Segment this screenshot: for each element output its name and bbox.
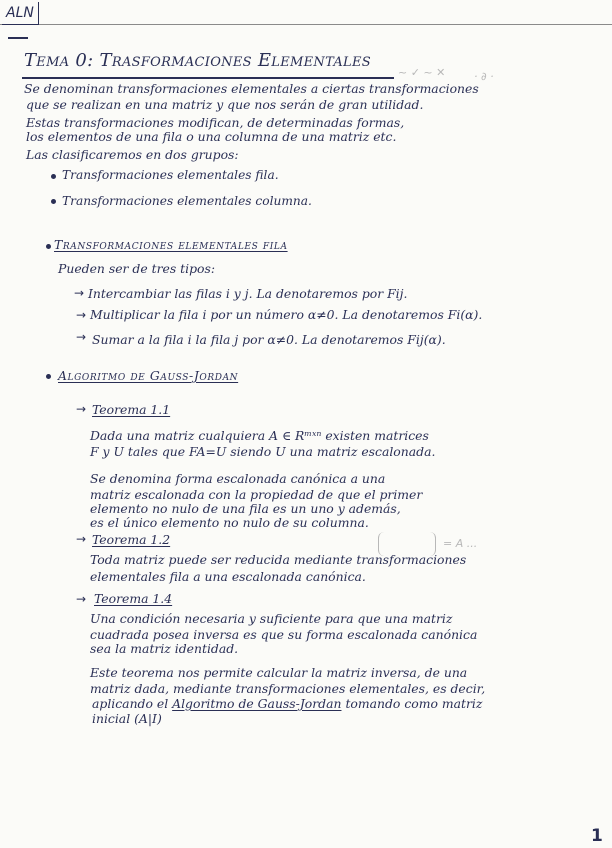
teorema-1-4-line-2: cuadrada posea inversa es que su forma escalonada canónica bbox=[90, 627, 478, 642]
fila-item-multiplicar: Multiplicar la fila i por un número α≠0. La denotaremos Fi(α). bbox=[90, 307, 483, 322]
title-dash bbox=[8, 37, 28, 39]
teorema-1-4-line-1: Una condición necesaria y suficiente para que una matriz bbox=[90, 611, 453, 626]
teorema-1-1-line-1: Dada una matriz cualquiera A ∈ Rᵐˣⁿ existen matrices bbox=[90, 428, 429, 443]
arrow-right-icon: → bbox=[76, 330, 87, 344]
definition-line-3: elemento no nulo de una fila es un uno y además, bbox=[90, 501, 401, 516]
teorema-1-1-line-2: F y U tales que FA=U siendo U una matriz escalonada. bbox=[90, 444, 436, 459]
arrow-right-icon: → bbox=[74, 286, 85, 300]
header-line bbox=[0, 24, 612, 25]
pencil-scribble-3: = A ... bbox=[443, 537, 478, 550]
course-label: ALN bbox=[2, 2, 39, 25]
definition-line-1: Se denomina forma escalonada canónica a una bbox=[90, 471, 386, 486]
teorema-1-4-para-1: Este teorema nos permite calcular la matriz inversa, de una bbox=[90, 665, 468, 680]
section-heading-fila: Transformaciones elementales fila bbox=[54, 237, 288, 252]
page-number: 1 bbox=[591, 826, 603, 846]
para-3-pre: aplicando el bbox=[92, 696, 169, 711]
teorema-1-2-line-2: elementales fila a una escalonada canónica. bbox=[90, 569, 366, 584]
arrow-right-icon: → bbox=[76, 592, 87, 606]
teorema-1-4-line-3: sea la matriz identidad. bbox=[90, 641, 239, 656]
intro-line-1: Se denominan transformaciones elementales a ciertas transformaciones bbox=[24, 81, 479, 96]
teorema-1-4-para-3 bbox=[92, 697, 482, 711]
section-heading-gauss: Algoritmo de Gauss-Jordan bbox=[58, 368, 239, 383]
pencil-scribble-1: ~ ✓ ~ ✕ bbox=[398, 66, 446, 79]
arrow-right-icon: → bbox=[76, 308, 87, 322]
group-item-columna: Transformaciones elementales columna. bbox=[62, 194, 312, 208]
definition-line-2: matriz escalonada con la propiedad de que el primer bbox=[90, 487, 423, 502]
para-3-post: tomando como matriz bbox=[345, 696, 483, 711]
fila-item-sumar: Sumar a la fila i la fila j por α≠0. La denotaremos Fij(α). bbox=[92, 332, 446, 347]
bullet-icon bbox=[46, 374, 51, 379]
fila-item-intercambiar: Intercambiar las filas i y j. La denotaremos por Fij. bbox=[88, 286, 408, 301]
arrow-right-icon: → bbox=[76, 402, 87, 416]
teorema-1-4-label: Teorema 1.4 bbox=[94, 591, 173, 606]
definition-line-4: es el único elemento no nulo de su columna. bbox=[90, 515, 369, 530]
intro-line-4: los elementos de una fila o una columna de una matriz etc. bbox=[26, 129, 397, 144]
bullet-icon bbox=[46, 244, 51, 249]
group-item-fila: Transformaciones elementales fila. bbox=[62, 168, 279, 182]
page-title: Tema 0: Trasformaciones Elementales bbox=[24, 50, 371, 71]
teorema-1-1-label: Teorema 1.1 bbox=[92, 402, 171, 417]
intro-line-5: Las clasificaremos en dos grupos: bbox=[26, 147, 239, 162]
title-underline bbox=[22, 77, 394, 79]
algoritmo-gauss-jordan-ref: Algoritmo de Gauss-Jordan bbox=[172, 696, 342, 711]
arrow-right-icon: → bbox=[76, 532, 87, 546]
teorema-1-4-para-2: matriz dada, mediante transformaciones elementales, es decir, bbox=[90, 681, 486, 696]
bullet-icon bbox=[51, 174, 56, 179]
bullet-icon bbox=[51, 199, 56, 204]
intro-line-2: que se realizan en una matriz y que nos serán de gran utilidad. bbox=[26, 97, 424, 112]
teorema-1-2-line-1: Toda matriz puede ser reducida mediante transformaciones bbox=[90, 552, 467, 567]
teorema-1-4-final: inicial (A|I) bbox=[92, 711, 162, 726]
pencil-scribble-2: · ∂ · bbox=[474, 70, 494, 83]
teorema-1-2-label: Teorema 1.2 bbox=[92, 532, 171, 547]
fila-intro: Pueden ser de tres tipos: bbox=[58, 261, 215, 276]
intro-line-3: Estas transformaciones modifican, de determinadas formas, bbox=[26, 115, 405, 130]
